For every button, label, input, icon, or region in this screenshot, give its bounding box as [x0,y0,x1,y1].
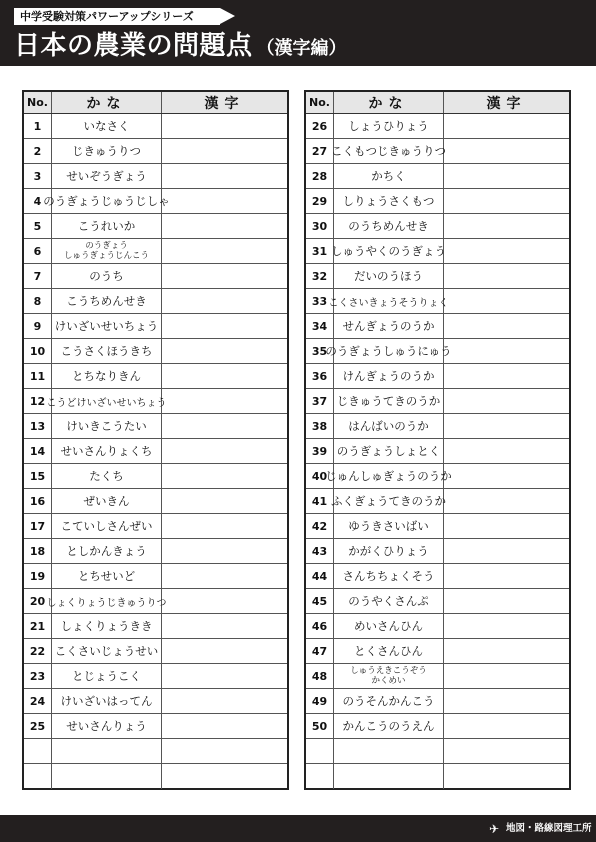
table-row [306,364,569,389]
kanji-answer-cell[interactable] [444,464,569,488]
table-row [306,664,569,689]
kanji-answer-cell[interactable] [444,289,569,313]
row-number: 9 [24,314,52,338]
kana-reading: しゅうやくのうぎょう [334,239,444,263]
kana-reading: しょうひりょう [334,114,444,138]
kanji-answer-cell[interactable] [444,539,569,563]
kanji-answer-cell[interactable] [444,439,569,463]
row-number: 7 [24,264,52,288]
kanji-answer-cell[interactable] [162,339,287,363]
kanji-answer-cell[interactable] [162,239,287,263]
kanji-answer-cell[interactable] [162,114,287,138]
kanji-answer-cell[interactable] [444,314,569,338]
kanji-answer-cell[interactable] [444,339,569,363]
row-number: 33 [306,289,334,313]
publisher-name: 地図・路線図理工所 [506,823,592,834]
footer-band [0,815,596,842]
row-number: 2 [24,139,52,163]
kanji-answer-cell[interactable] [162,564,287,588]
kanji-answer-cell[interactable] [444,364,569,388]
row-number: 27 [306,139,334,163]
kanji-answer-cell[interactable] [162,689,287,713]
kanji-answer-cell[interactable] [162,489,287,513]
row-number: 6 [24,239,52,263]
row-number: 19 [24,564,52,588]
table-row [24,364,287,389]
empty-row [24,739,287,764]
kanji-answer-cell[interactable] [444,389,569,413]
kana-reading: しりょうさくもつ [334,189,444,213]
kana-reading: かがくひりょう [334,539,444,563]
table-row [306,464,569,489]
kana-reading: ふくぎょうてきのうか [334,489,444,513]
series-label: 中学受験対策パワーアップシリーズ [20,10,194,23]
table-row [24,164,287,189]
kanji-answer-cell[interactable] [444,714,569,738]
kana-reading: こうさくほうきち [52,339,162,363]
row-number: 30 [306,214,334,238]
kana-reading: はんばいのうか [334,414,444,438]
kanji-answer-cell[interactable] [444,589,569,613]
kana-reading: こうれいか [52,214,162,238]
table-row [306,439,569,464]
kanji-answer-cell[interactable] [444,739,569,763]
column-header-no: No. [24,92,52,113]
row-number: 8 [24,289,52,313]
kana-reading: じきゅうてきのうか [334,389,444,413]
row-number: 32 [306,264,334,288]
kanji-answer-cell[interactable] [162,389,287,413]
table-row [24,139,287,164]
row-number: 15 [24,464,52,488]
kana-reading-empty [334,739,444,763]
row-number: 14 [24,439,52,463]
kana-reading: こうどけいざいせいちょう [52,389,162,413]
kana-reading-line2: しゅうぎょうじんこう [63,251,149,261]
series-tag [14,8,220,25]
kana-reading-empty [52,764,162,789]
kana-reading: けいきこうたい [52,414,162,438]
vocab-table-left [22,90,289,790]
table-row [306,514,569,539]
kana-reading-empty [52,739,162,763]
table-header-row [24,92,287,114]
kana-reading: しょくりょうきき [52,614,162,638]
table-row [306,389,569,414]
row-number: 37 [306,389,334,413]
kana-reading [52,239,162,263]
kanji-answer-cell[interactable] [162,314,287,338]
kana-reading: のうちめんせき [334,214,444,238]
kana-reading: のうそんかんこう [334,689,444,713]
kana-reading: めいさんひん [334,614,444,638]
kanji-answer-cell[interactable] [444,489,569,513]
row-number: 34 [306,314,334,338]
kanji-answer-cell[interactable] [444,214,569,238]
row-number: 10 [24,339,52,363]
kanji-answer-cell[interactable] [162,414,287,438]
kana-reading: とじょうこく [52,664,162,688]
column-header-kana: かな [52,92,162,113]
row-number: 23 [24,664,52,688]
row-number: 22 [24,639,52,663]
table-row [306,639,569,664]
kanji-answer-cell[interactable] [162,164,287,188]
kanji-answer-cell[interactable] [444,114,569,138]
kana-reading: のうぎょうしゅうにゅう [334,339,444,363]
title-text: 日本の農業の問題点 [14,31,253,61]
column-header-kanji: 漢字 [486,95,527,112]
row-number [306,739,334,763]
kanji-answer-cell[interactable] [162,614,287,638]
table-row [306,289,569,314]
row-number: 4 [24,189,52,213]
row-number: 39 [306,439,334,463]
kanji-answer-cell[interactable] [162,514,287,538]
page-title [14,31,347,64]
kana-reading-line1: のうぎょう [85,241,128,251]
empty-row [306,764,569,789]
row-number: 41 [306,489,334,513]
kana-reading: とくさんひん [334,639,444,663]
row-number: 20 [24,589,52,613]
table-row [24,414,287,439]
kana-reading-line1: しゅうえきこうぞう [350,666,427,676]
table-row [306,314,569,339]
kanji-answer-cell[interactable] [444,239,569,263]
kanji-answer-cell[interactable] [162,264,287,288]
kanji-answer-cell[interactable] [162,664,287,688]
publisher-logo-icon: ✈ [489,822,500,836]
row-number: 17 [24,514,52,538]
kanji-answer-cell[interactable] [444,689,569,713]
table-row [24,439,287,464]
kanji-answer-cell[interactable] [162,439,287,463]
table-row [306,239,569,264]
kanji-answer-cell[interactable] [162,364,287,388]
kanji-answer-cell[interactable] [444,564,569,588]
table-row [24,264,287,289]
table-row [24,389,287,414]
table-row [24,314,287,339]
kanji-answer-cell[interactable] [444,139,569,163]
kana-reading: じきゅうりつ [52,139,162,163]
kana-reading: ぜいきん [52,489,162,513]
table-row [306,539,569,564]
kana-reading: たくち [52,464,162,488]
column-header-no: No. [306,92,334,113]
kanji-answer-cell[interactable] [162,739,287,763]
row-number: 26 [306,114,334,138]
kanji-answer-cell[interactable] [162,639,287,663]
table-row [306,114,569,139]
kana-reading: ゆうきさいばい [334,514,444,538]
kanji-answer-cell[interactable] [162,464,287,488]
row-number [24,739,52,763]
row-number: 45 [306,589,334,613]
kanji-answer-cell[interactable] [162,539,287,563]
table-row [24,114,287,139]
kana-reading [334,664,444,688]
kana-reading: さんちちょくそう [334,564,444,588]
table-row [306,489,569,514]
kana-reading: とちせいど [52,564,162,588]
kana-reading: かちく [334,164,444,188]
series-arrow-icon [220,8,235,24]
table-row [24,714,287,739]
row-number: 25 [24,714,52,738]
kana-reading: とちなりきん [52,364,162,388]
table-row [306,564,569,589]
kana-reading: こうちめんせき [52,289,162,313]
table-row [306,589,569,614]
kanji-answer-cell[interactable] [444,764,569,789]
column-header-kana: かな [334,92,444,113]
table-row [24,664,287,689]
table-row [24,189,287,214]
table-row [24,214,287,239]
table-row [24,614,287,639]
kana-reading: せいさんりょくち [52,439,162,463]
kanji-answer-cell[interactable] [444,189,569,213]
kanji-answer-cell[interactable] [444,414,569,438]
table-row [306,189,569,214]
kanji-answer-cell[interactable] [162,189,287,213]
kana-reading: じゅんしゅぎょうのうか [334,464,444,488]
table-row [24,289,287,314]
table-row [24,514,287,539]
kanji-answer-cell[interactable] [162,589,287,613]
kana-reading: のうぎょうじゅうじしゃ [52,189,162,213]
kanji-answer-cell[interactable] [162,139,287,163]
row-number: 35 [306,339,334,363]
kana-reading: としかんきょう [52,539,162,563]
row-number: 36 [306,364,334,388]
row-number: 12 [24,389,52,413]
row-number: 31 [306,239,334,263]
row-number: 16 [24,489,52,513]
row-number: 38 [306,414,334,438]
row-number: 24 [24,689,52,713]
table-row [306,414,569,439]
row-number: 44 [306,564,334,588]
kana-reading: しょくりょうじきゅうりつ [52,589,162,613]
table-row [306,164,569,189]
kana-reading-line2: かくめい [371,676,406,686]
table-row [24,464,287,489]
kanji-answer-cell[interactable] [444,514,569,538]
table-row [306,264,569,289]
row-number: 3 [24,164,52,188]
row-number: 18 [24,539,52,563]
table-row [306,139,569,164]
kanji-answer-cell[interactable] [444,664,569,688]
kana-reading-empty [334,764,444,789]
row-number: 46 [306,614,334,638]
kana-reading: こくさいじょうせい [52,639,162,663]
table-row [24,639,287,664]
table-row [306,339,569,364]
row-number: 42 [306,514,334,538]
row-number: 21 [24,614,52,638]
table-row [306,714,569,739]
kana-reading: けいざいせいちょう [52,314,162,338]
kana-reading: こくさいきょうそうりょく [334,289,444,313]
empty-row [306,739,569,764]
kana-reading: だいのうほう [334,264,444,288]
kana-reading: せんぎょうのうか [334,314,444,338]
row-number: 28 [306,164,334,188]
column-header-kanji: 漢字 [204,95,245,112]
row-number: 40 [306,464,334,488]
table-row [306,689,569,714]
row-number: 50 [306,714,334,738]
kanji-answer-cell[interactable] [444,614,569,638]
row-number: 5 [24,214,52,238]
table-row [24,689,287,714]
kanji-answer-cell[interactable] [444,164,569,188]
kana-reading: けんぎょうのうか [334,364,444,388]
table-row [306,214,569,239]
table-header-row [306,92,569,114]
kana-reading: のうち [52,264,162,288]
kanji-answer-cell[interactable] [162,214,287,238]
table-row [24,589,287,614]
kana-reading: せいぞうぎょう [52,164,162,188]
row-number: 49 [306,689,334,713]
kana-reading: こくもつじきゅうりつ [334,139,444,163]
table-row [306,614,569,639]
row-number [24,764,52,789]
vocab-table-right [304,90,571,790]
kana-reading: せいさんりょう [52,714,162,738]
row-number: 13 [24,414,52,438]
kana-reading: のうぎょうしょとく [334,439,444,463]
kanji-answer-cell[interactable] [162,714,287,738]
kana-reading: こていしさんぜい [52,514,162,538]
row-number [306,764,334,789]
kanji-answer-cell[interactable] [162,764,287,789]
subtitle-text: （漢字編） [256,38,347,59]
table-row [24,564,287,589]
table-row [24,339,287,364]
kana-reading: いなさく [52,114,162,138]
table-row [24,489,287,514]
kanji-answer-cell[interactable] [444,639,569,663]
row-number: 29 [306,189,334,213]
row-number: 48 [306,664,334,688]
table-row [24,539,287,564]
kanji-answer-cell[interactable] [162,289,287,313]
row-number: 1 [24,114,52,138]
kana-reading: けいざいはってん [52,689,162,713]
row-number: 11 [24,364,52,388]
header-band [0,0,596,66]
kana-reading: かんこうのうえん [334,714,444,738]
row-number: 47 [306,639,334,663]
row-number: 43 [306,539,334,563]
table-row [24,239,287,264]
kanji-answer-cell[interactable] [444,264,569,288]
kana-reading: のうやくさんぷ [334,589,444,613]
empty-row [24,764,287,789]
